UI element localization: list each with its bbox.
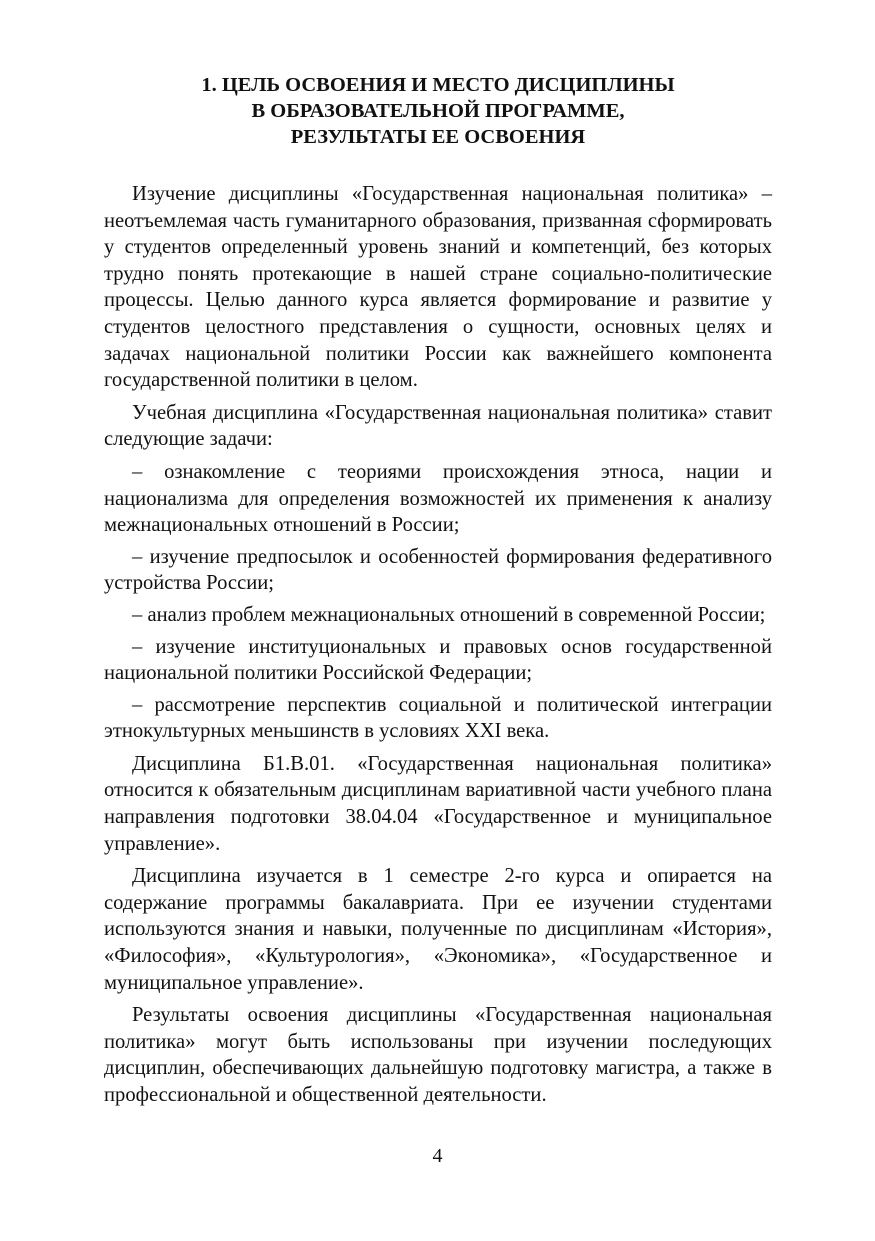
paragraph-semester: Дисциплина изучается в 1 семестре 2-го курса и опирается на содержание программы бакалавриата. При ее изучении студентами используются знания и навыки, полученные по дисциплинам «История», «Философия», «Культурология», «Экономика», «Государственное и муниципальное управление».	[104, 865, 772, 994]
document-page	[104, 72, 772, 1115]
task-item-1: – ознакомление с теориями происхождения этноса, нации и национализма для определения возможностей их применения к анализу межнациональных отношений в России;	[104, 460, 772, 537]
task-item-4: – изучение институциональных и правовых основ государственной национальной политики Российской Федерации;	[104, 635, 772, 685]
heading-line-1: 1. ЦЕЛЬ ОСВОЕНИЯ И МЕСТО ДИСЦИПЛИНЫ	[201, 74, 675, 96]
task-item-3: – анализ проблем межнациональных отношений в современной России;	[132, 603, 766, 626]
page-number: 4	[432, 1145, 443, 1167]
paragraph-discipline-code: Дисциплина Б1.В.01. «Государственная национальная политика» относится к обязательным дисциплинам вариативной части учебного плана направления подготовки 38.04.04 «Государственное и муниципальное управление».	[104, 752, 772, 855]
paragraph-tasks-lead: Учебная дисциплина «Государственная национальная политика» ставит следующие задачи:	[104, 401, 772, 451]
paragraph-intro: Изучение дисциплины «Государственная национальная политика» – неотъемлемая часть гуманитарного образования, призванная сформировать у студентов определенный уровень знаний и компетенций, без которых трудно понять протекающие в нашей стране социально-политические процессы. Целью данного курса является формирование и развитие у студентов целостного представления о сущности, основных целях и задачах национальной политики России как важнейшего компонента государственной политики в целом.	[104, 183, 772, 392]
task-item-2: – изучение предпосылок и особенностей формирования федеративного устройства России;	[104, 545, 772, 595]
task-item-5: – рассмотрение перспектив социальной и политической интеграции этнокультурных меньшинств в условиях XXI века.	[104, 693, 772, 743]
heading-line-3: РЕЗУЛЬТАТЫ ЕЕ ОСВОЕНИЯ	[290, 126, 586, 148]
section-heading	[104, 72, 772, 150]
heading-line-2: В ОБРАЗОВАТЕЛЬНОЙ ПРОГРАММЕ,	[251, 100, 625, 122]
paragraph-results: Результаты освоения дисциплины «Государственная национальная политика» могут быть использованы при изучении последующих дисциплин, обеспечивающих дальнейшую подготовку магистра, а также в профессиональной и общественной деятельности.	[104, 1004, 772, 1106]
